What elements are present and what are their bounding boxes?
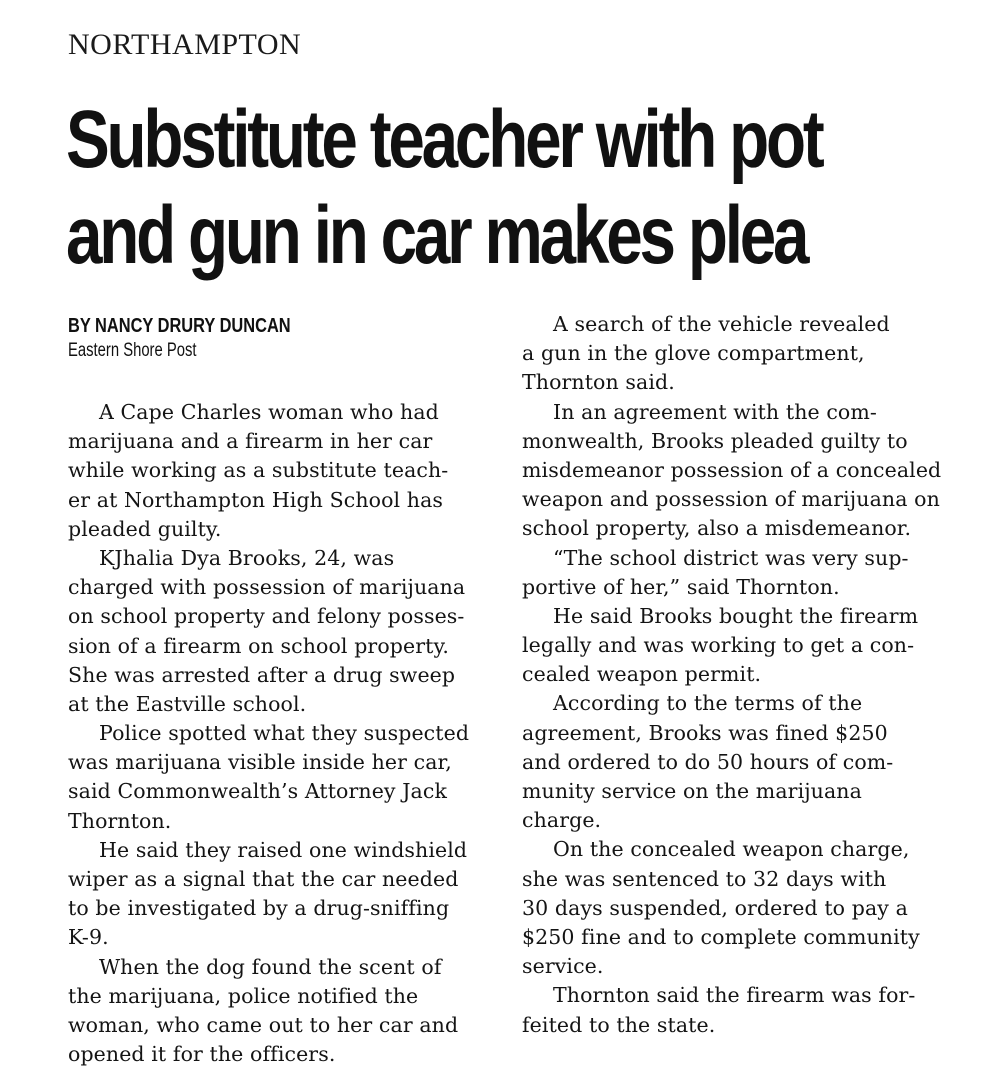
headline-line: and gun in car makes plea [66,190,807,281]
article-text-line: He said they raised one windshield [99,837,468,862]
article-text-line: was marijuana visible inside her car, [68,750,452,775]
article-text-line: portive of her,” said Thornton. [522,574,840,599]
article-text-line: cealed weapon permit. [522,662,762,687]
article-text-line: wiper as a signal that the car needed [68,867,459,891]
article-text-line: In an agreement with the com- [553,399,877,424]
headline-line: Substitute teacher with pot [66,94,822,185]
article-text-line: she was sentenced to 32 days with [522,866,887,891]
article-text-line: charge. [522,808,602,833]
article-text-line: 30 days suspended, ordered to pay a [522,895,908,920]
article-text-line: on school property and felony posses- [68,604,465,629]
article-text-line: K-9. [68,925,109,950]
article-text-line: said Commonwealth’s Attorney Jack [68,779,447,804]
article-text-line: woman, who came out to her car and [68,1012,459,1037]
article-text-line: monwealth, Brooks pleaded guilty to [522,428,908,453]
section-label: NORTHAMPTON [68,28,302,61]
article-text-line: According to the terms of the [553,691,863,716]
article-text-line: KJhalia Dya Brooks, 24, was [99,545,395,570]
article-column-left [68,398,508,1069]
article-text-line: to be investigated by a drug-sniffing [68,896,450,921]
article-text-line: opened it for the officers. [68,1042,336,1067]
article-text-line: misdemeanor possession of a concealed [522,457,942,482]
article-text-line: When the dog found the scent of [99,954,442,979]
article-text-line: service. [522,954,604,979]
article-text-line: Police spotted what they suspected [99,721,470,746]
article-text-line: She was arrested after a drug sweep [68,662,456,687]
article-text-line: agreement, Brooks was fined $250 [522,720,888,745]
article-text-line: marijuana and a firearm in her car [68,429,433,454]
article-text-line: On the concealed weapon charge, [553,837,910,862]
article-text-line: Thornton said. [522,370,675,395]
article-text-line: Thornton. [68,808,172,833]
article-text-line: and ordered to do 50 hours of com- [522,749,894,774]
article-text-line: “The school district was very sup- [553,545,909,570]
article-text-line: charged with possession of marijuana [68,575,466,600]
article-text-line: the marijuana, police notified the [68,983,419,1008]
article-text-line: $250 fine and to complete community [522,924,920,949]
headline [66,92,822,284]
article-text-line: er at Northampton High School has [68,487,444,512]
article-text-line: weapon and possession of marijuana on [522,487,940,512]
article-text-line: legally and was working to get a con- [522,633,915,658]
article-text-line: while working as a substitute teach- [68,458,449,483]
article-column-right [522,310,962,1040]
article-text-line: He said Brooks bought the firearm [553,603,919,628]
article-text-line: Thornton said the firearm was for- [553,983,916,1008]
article-text-line: a gun in the glove compartment, [522,341,865,366]
byline-publication: Eastern Shore Post [68,340,197,361]
byline-author: BY NANCY DRURY DUNCAN [68,315,291,337]
article-text-line: at the Eastville school. [68,691,307,716]
byline [68,314,448,364]
article-text-line: feited to the state. [522,1012,716,1037]
article-text-line: sion of a firearm on school property. [68,633,450,658]
article-text-line: pleaded guilty. [68,516,222,541]
article-text-line: school property, also a misdemeanor. [522,516,912,541]
article-text-line: A Cape Charles woman who had [99,400,439,424]
article-text-line: A search of the vehicle revealed [553,312,890,336]
article-text-line: munity service on the marijuana [522,779,862,803]
